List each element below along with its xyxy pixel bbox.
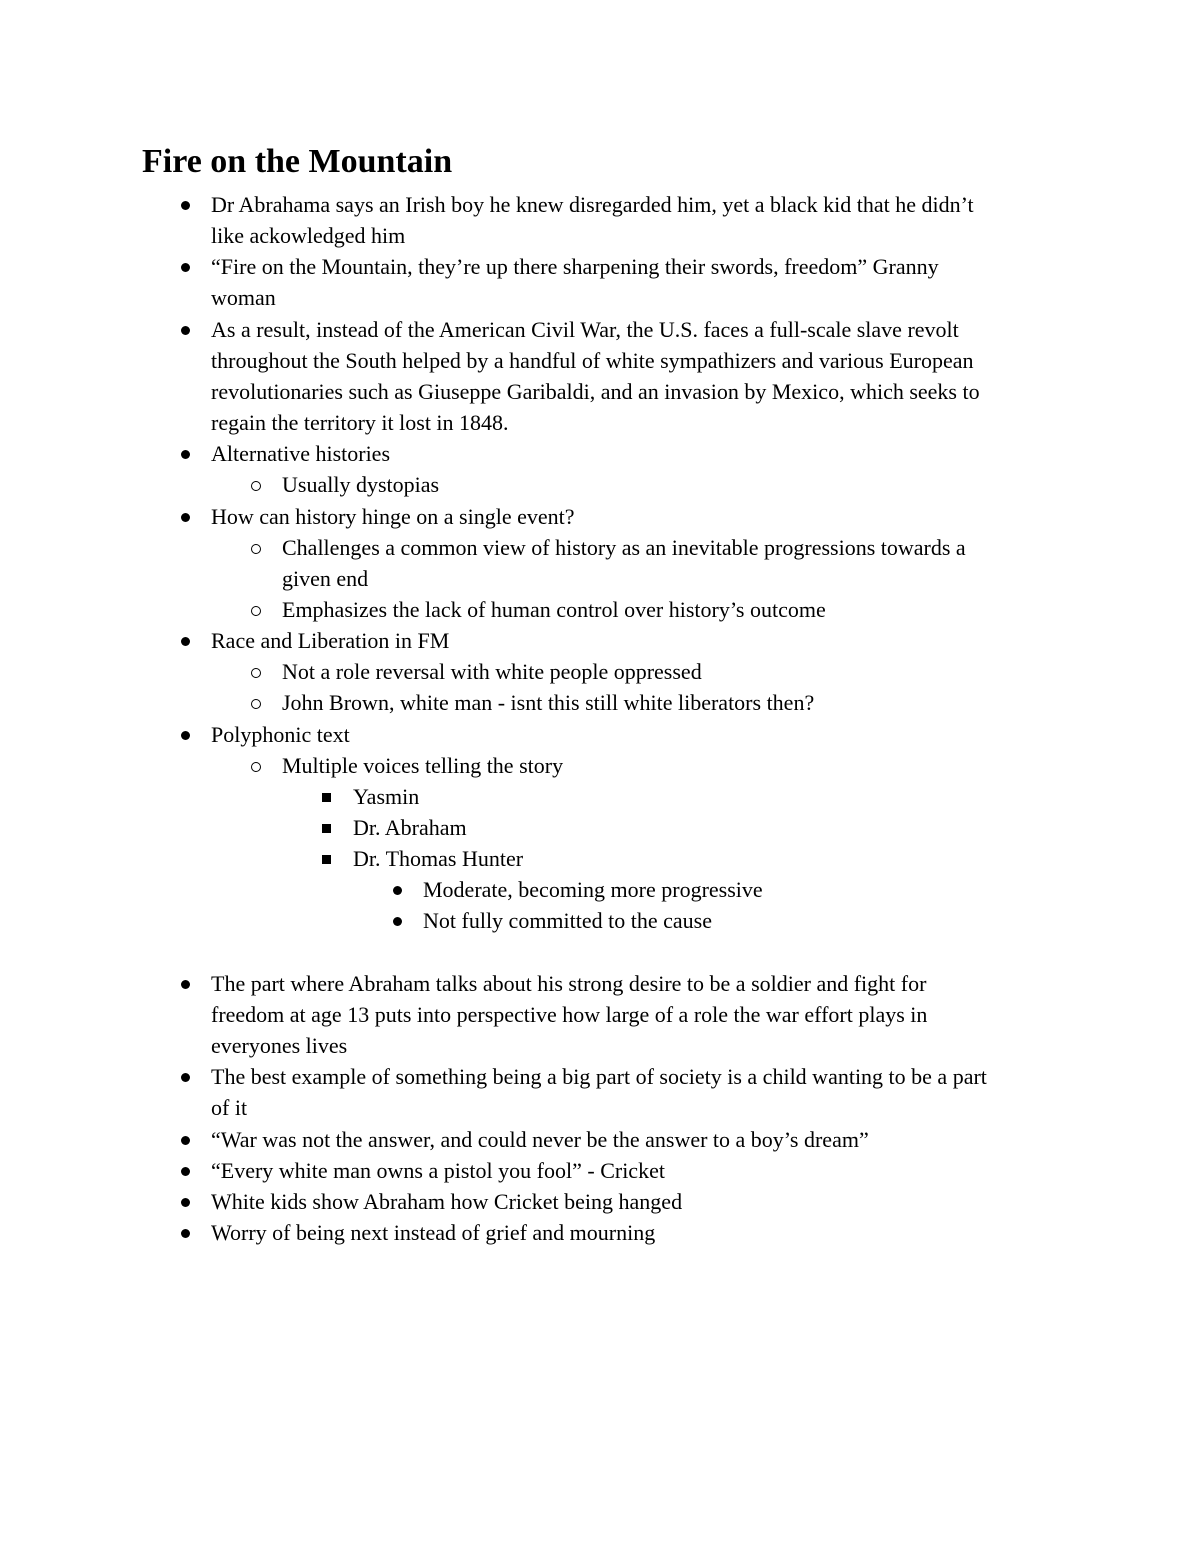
list-item-text: Not fully committed to the cause: [423, 908, 712, 934]
bullet-disc-icon: [181, 1167, 190, 1176]
list-item-text: of it: [211, 1095, 248, 1121]
list-item-text: Worry of being next instead of grief and mourning: [211, 1219, 656, 1245]
list-item-text: like ackowledged him: [211, 223, 406, 249]
bullet-square-icon: [322, 824, 331, 833]
bullet-disc-icon: [181, 326, 190, 335]
list-item-text: freedom at age 13 puts into perspective how large of a role the war effort plays in: [211, 1001, 928, 1027]
list-item-text: Dr. Abraham: [353, 815, 467, 840]
list-item-text: regain the territory it lost in 1848.: [211, 410, 509, 436]
bullet-disc-icon: [181, 637, 190, 646]
list-item-text: woman: [211, 285, 276, 311]
bullet-square-icon: [322, 793, 331, 802]
list-item-text: Multiple voices telling the story: [282, 752, 564, 778]
list-item-text: Dr. Thomas Hunter: [353, 846, 524, 872]
bullet-circle-icon: [251, 544, 261, 554]
list-item-text: “Every white man owns a pistol you fool” - Cricket: [211, 1157, 665, 1183]
list-item-text: Dr Abrahama says an Irish boy he knew disregarded him, yet a black kid that he didn’t: [211, 192, 974, 217]
bullet-circle-icon: [251, 762, 261, 772]
bullet-circle-icon: [251, 481, 261, 491]
bullet-circle-icon: [251, 668, 261, 678]
list-item-text: Usually dystopias: [282, 472, 440, 498]
bullet-circle-icon: [251, 699, 261, 709]
list-item-text: Race and Liberation in FM: [211, 628, 450, 654]
bullet-disc-icon: [181, 513, 190, 522]
list-item-text: How can history hinge on a single event?: [211, 503, 575, 529]
list-item-text: The part where Abraham talks about his strong desire to be a soldier and fight for: [211, 970, 927, 996]
bullet-disc-icon: [181, 1073, 190, 1082]
list-item-text: Challenges a common view of history as an inevitable progressions towards a: [282, 534, 966, 560]
list-item-text: Yasmin: [353, 783, 420, 809]
list-item-text: Emphasizes the lack of human control over history’s outcome: [282, 596, 826, 622]
list-item-text: revolutionaries such as Giuseppe Garibaldi, and an invasion by Mexico, which seeks to: [211, 378, 980, 404]
bullet-disc-icon: [181, 1229, 190, 1238]
bullet-disc-icon: [181, 201, 190, 210]
list-item-text: “Fire on the Mountain, they’re up there sharpening their swords, freedom” Granny: [211, 254, 939, 280]
list-item-text: As a result, instead of the American Civil War, the U.S. faces a full-scale slave revolt: [211, 316, 959, 342]
bullet-disc-icon: [393, 886, 402, 895]
list-item-text: Moderate, becoming more progressive: [423, 877, 763, 903]
list-item-text: Polyphonic text: [211, 721, 350, 747]
bullet-circle-icon: [251, 606, 261, 616]
bullet-disc-icon: [181, 980, 190, 989]
bullet-square-icon: [322, 855, 331, 864]
list-item-text: everyones lives: [211, 1033, 348, 1059]
page-title: Fire on the Mountain: [142, 143, 453, 180]
list-item-text: Not a role reversal with white people oppressed: [282, 659, 702, 685]
list-item-text: White kids show Abraham how Cricket being hanged: [211, 1188, 683, 1214]
list-item-text: Alternative histories: [211, 441, 391, 467]
list-item-text: throughout the South helped by a handful of white sympathizers and various European: [211, 347, 974, 373]
list-item-text: given end: [282, 565, 369, 591]
bullet-disc-icon: [181, 450, 190, 459]
bullet-disc-icon: [393, 917, 402, 926]
bullet-disc-icon: [181, 1198, 190, 1207]
list-item-text: The best example of something being a big part of society is a child wanting to be a part: [211, 1064, 987, 1090]
bullet-disc-icon: [181, 731, 190, 740]
list-item-text: “War was not the answer, and could never be the answer to a boy’s dream”: [211, 1126, 869, 1152]
bullet-disc-icon: [181, 263, 190, 272]
bullet-disc-icon: [181, 1136, 190, 1145]
list-item-text: John Brown, white man - isnt this still white liberators then?: [282, 690, 815, 716]
